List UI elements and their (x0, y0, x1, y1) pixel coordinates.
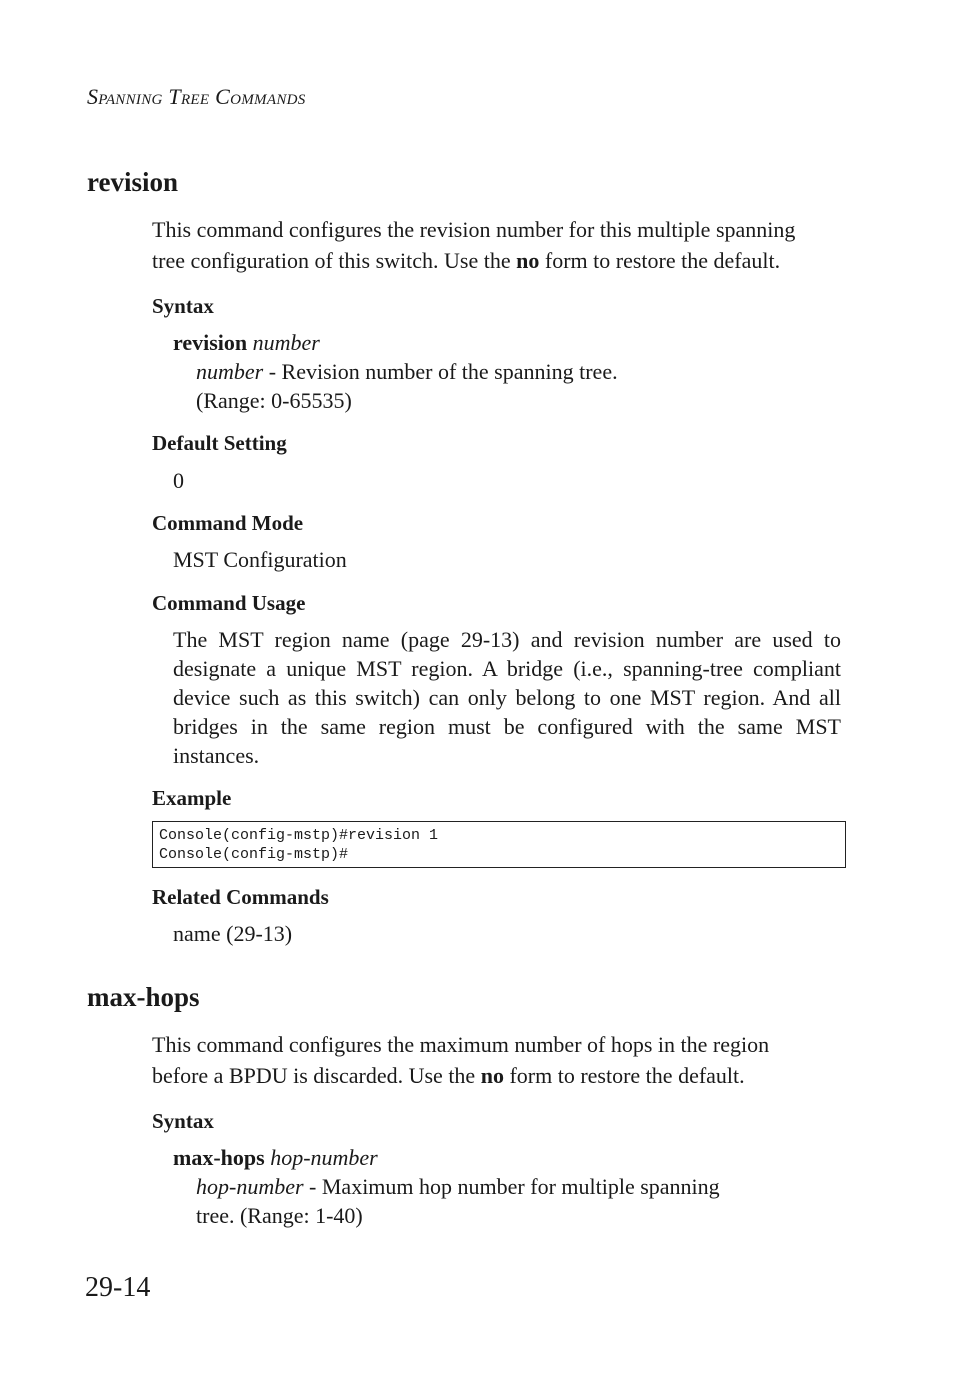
usage-line: instances. (173, 743, 260, 768)
revision-desc-line1: This command configures the revision number for this multiple spanning (152, 217, 796, 242)
desc-text: before a BPDU is discarded. Use the (152, 1063, 481, 1088)
max-hops-desc-line1: This command configures the maximum number of hops in the region (152, 1032, 770, 1057)
syntax-heading: Syntax (152, 294, 214, 318)
param-line (196, 1171, 720, 1202)
syntax-heading: Syntax (152, 1109, 214, 1133)
max-hops-desc-line2 (152, 1060, 842, 1091)
mode-heading: Command Mode (152, 511, 304, 535)
running-head: Spanning Tree Commands (87, 84, 306, 109)
usage-heading: Command Usage (152, 591, 306, 615)
param-line (196, 356, 618, 387)
param-range: tree. (Range: 1-40) (196, 1203, 363, 1228)
related-heading: Related Commands (152, 885, 329, 909)
usage-line: designate a unique MST region. A bridge (i.e., spanning-tree compliant (173, 656, 841, 681)
param-desc: - Revision number of the spanning tree. (263, 359, 618, 384)
desc-text: form to restore the default. (539, 248, 781, 273)
desc-text: form to restore the default. (503, 1063, 745, 1088)
param-name: number (196, 359, 264, 384)
no-keyword: no (516, 248, 540, 273)
usage-line: bridges in the same region must be configured with the same MST (173, 714, 841, 739)
section-title-max-hops: max-hops (87, 982, 200, 1012)
desc-text: tree configuration of this switch. Use the (152, 248, 517, 273)
code-line: Console(config-mstp)#revision 1 (159, 827, 439, 844)
default-value: 0 (173, 468, 184, 493)
mode-value: MST Configuration (173, 547, 347, 572)
no-keyword: no (480, 1063, 504, 1088)
param-range: (Range: 0-65535) (196, 388, 352, 413)
param-desc: - Maximum hop number for multiple spanning (303, 1174, 720, 1199)
syntax-line (173, 1142, 378, 1173)
code-line: Console(config-mstp)# (159, 846, 349, 863)
revision-description (152, 214, 842, 276)
syntax-line (173, 327, 320, 358)
syntax-command: revision (173, 330, 248, 355)
param-name: hop-number (196, 1174, 304, 1199)
syntax-argument: hop-number (270, 1145, 378, 1170)
usage-line: device such as this switch) can only belong to one MST region. And all (173, 685, 841, 710)
syntax-argument: number (252, 330, 320, 355)
page-number: 29-14 (85, 1272, 151, 1303)
related-value: name (29-13) (173, 921, 293, 946)
default-heading: Default Setting (152, 431, 287, 455)
revision-desc-line2 (152, 245, 842, 276)
max-hops-description (152, 1029, 842, 1091)
example-heading: Example (152, 786, 232, 810)
usage-line: The MST region name (page 29-13) and revision number are used to (173, 627, 841, 652)
usage-paragraph (173, 625, 841, 770)
example-code-block (152, 821, 846, 868)
section-title-revision: revision (87, 167, 179, 197)
syntax-command: max-hops (173, 1145, 265, 1170)
